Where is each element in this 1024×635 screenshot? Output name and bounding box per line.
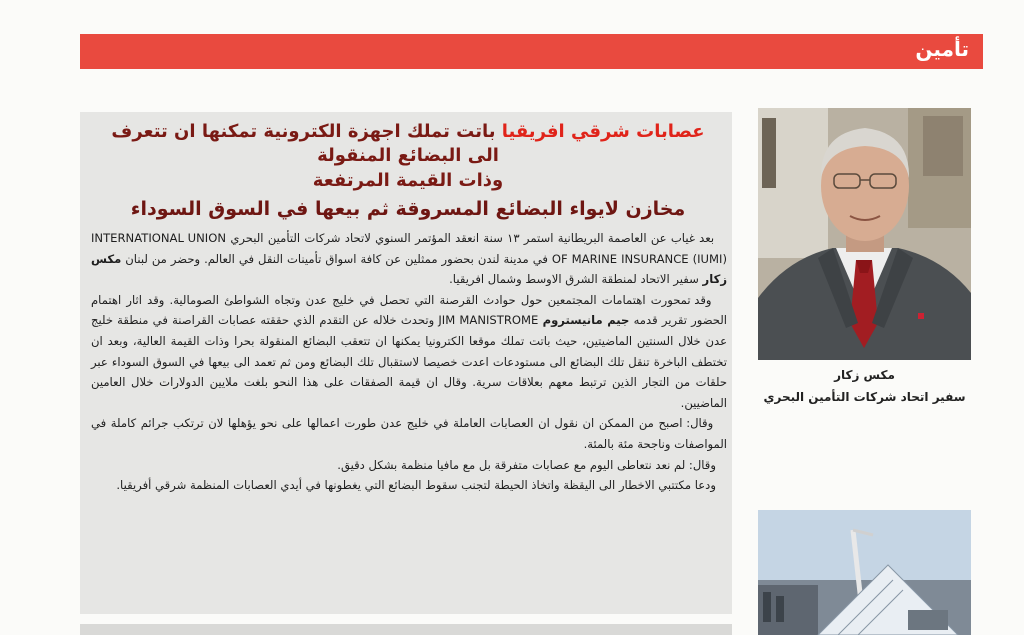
headline-block: [100, 120, 716, 222]
portrait-illustration: [758, 108, 971, 360]
paragraph-1-text-a: بعد غياب عن العاصمة البريطانية استمر ١٣ سنة انعقد المؤتمر السنوي لاتحاد شركات التأمين البحري: [230, 231, 715, 245]
portrait-photo: [758, 108, 971, 360]
caption-name: مكس زكار: [834, 368, 895, 382]
iumi-name: INTERNATIONAL UNION OF MARINE INSURANCE (IUMI): [91, 231, 727, 266]
paragraph-2-text-a: وقد تمحورت اهتمامات المجتمعين حول حوادث القرصنة التي تحصل في خليج عدن وتجاه الشواطئ الصومالية. وقد اثار اهتمام الحضور تقرير قدمه: [91, 292, 728, 328]
port-photo: [758, 510, 971, 635]
paragraph-1-text-b: في مدينة لندن بحضور ممثلين عن كافة اسواق تأمينات النقل في العالم. وحضر من لبنان: [121, 251, 552, 266]
paragraph-5-text: ودعا مكتتبي الاخطار الى اليقظة واتخاذ الحيطة لتجنب سقوط البضائع التي يغطونها في أيدي العصابات المنظمة شرقي أفريقيا.: [116, 478, 716, 493]
person-name-zakkar: مكس زكار: [91, 251, 727, 287]
headline-highlight: عصابات شرقي افريقيا: [501, 121, 705, 142]
paragraph-5: [91, 475, 727, 496]
port-illustration: [758, 510, 971, 635]
paragraph-4-text: وقال: لم نعد نتعاطى اليوم مع عصابات متفرقة بل مع مافيا منظمة بشكل دقيق.: [337, 457, 716, 472]
person-name-manistrome: جيم مانيستروم: [542, 313, 630, 328]
subheadline: مخازن لايواء البضائع المسروقة ثم بيعها في السوق السوداء: [130, 198, 686, 220]
paragraph-1-text-c: سفير الاتحاد لمنطقة الشرق الاوسط وشمال افريقيا.: [449, 272, 703, 287]
paragraph-3: [91, 413, 727, 454]
paragraph-2-text-b: وتحدث خلاله عن التقدم الذي حققته عصابات القراصنة في منطقة خليج عدن خلال السنتين الماضيتين، حيث باتت تملك موقعا الكترونيا يمكنها ان تتعقب البضائع المنقولة بحرا وذات القيمة العالية، وبعد ان تختطف الباخرة تنقل تلك البضائع الى مستودعات اعدت خصيصا لاستقبال تلك البضائع ومن ثم تعمد الى بيعها في السوق السوداء عبر حلقات من التجار الذين ترتبط معهم بعلاقات سرية. وقال ان قيمة الصفقات على هذا النحو بلغت ملايين الدولارات خلال العامين الماضيين.: [91, 313, 727, 410]
paragraph-1: [91, 228, 727, 290]
caption-title: سفير اتحاد شركات التأمين البحري: [763, 390, 966, 404]
next-article-strip: [80, 624, 732, 635]
headline-rest: باتت تملك اجهزة الكترونية تمكنها ان تتعرف الى البضائع المنقولة: [111, 121, 502, 166]
section-label: تأمين: [915, 37, 969, 61]
article-body: [91, 228, 727, 496]
headline-line2: وذات القيمة المرتفعة: [312, 170, 504, 191]
section-header-bar: [80, 34, 983, 69]
paragraph-3-text: وقال: اصبح من الممكن ان نقول ان العصابات العاملة في خليج عدن طورت اعمالها على نحو يؤهلها لان ترتكب جرائم كاملة في المواصفات وناجحة مئة بالمئة.: [91, 416, 727, 451]
headline: [100, 120, 716, 168]
photo-caption: [758, 364, 971, 408]
paragraph-4: [91, 455, 727, 476]
paragraph-2: [91, 290, 727, 414]
person-name-latin: JIM MANISTROME: [438, 313, 539, 328]
